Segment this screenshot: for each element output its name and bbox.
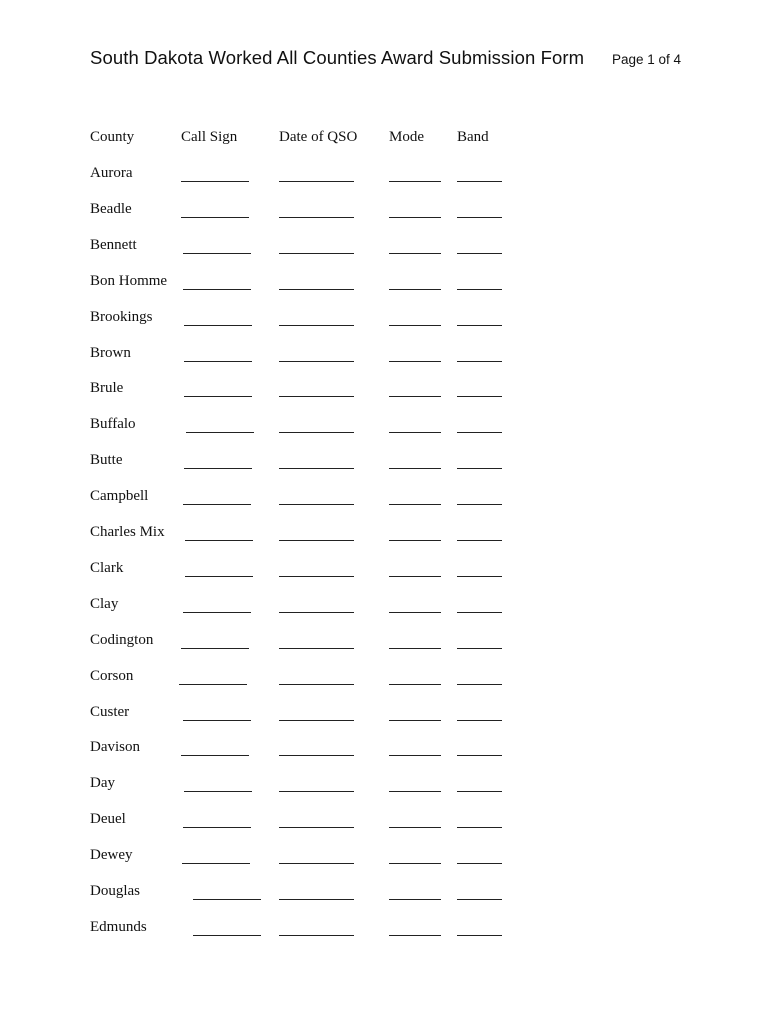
county-row [0, 452, 770, 488]
form-title: South Dakota Worked All Counties Award Submission Form [90, 47, 585, 68]
band-blank[interactable] [457, 791, 502, 792]
date-of-qso-blank[interactable] [279, 612, 354, 613]
date-of-qso-blank[interactable] [279, 935, 354, 936]
column-header-date-of-qso: Date of QSO [279, 129, 358, 145]
call-sign-blank[interactable] [184, 791, 252, 792]
county-row [0, 237, 770, 273]
county-name: Bon Homme [90, 272, 168, 289]
mode-blank[interactable] [389, 827, 441, 828]
mode-blank[interactable] [389, 253, 441, 254]
date-of-qso-blank[interactable] [279, 863, 354, 864]
band-blank[interactable] [457, 540, 502, 541]
mode-blank[interactable] [389, 791, 441, 792]
county-row [0, 560, 770, 596]
county-row [0, 380, 770, 416]
county-name: Davison [90, 739, 140, 756]
county-name: Clay [90, 595, 119, 612]
mode-blank[interactable] [389, 468, 441, 469]
mode-blank[interactable] [389, 684, 441, 685]
date-of-qso-blank[interactable] [279, 504, 354, 505]
date-of-qso-blank[interactable] [279, 827, 354, 828]
county-name: Beadle [90, 200, 132, 217]
band-blank[interactable] [457, 504, 502, 505]
county-name: Custer [90, 703, 130, 720]
band-blank[interactable] [457, 863, 502, 864]
band-blank[interactable] [457, 648, 502, 649]
mode-blank[interactable] [389, 289, 441, 290]
band-blank[interactable] [457, 720, 502, 721]
county-row [0, 739, 770, 775]
county-name: Butte [90, 452, 123, 469]
county-name: Corson [90, 667, 134, 684]
band-blank[interactable] [457, 181, 502, 182]
mode-blank[interactable] [389, 648, 441, 649]
county-name: Deuel [90, 811, 126, 828]
call-sign-blank[interactable] [184, 396, 252, 397]
county-name: Aurora [90, 165, 133, 181]
mode-blank[interactable] [389, 432, 441, 433]
call-sign-blank[interactable] [184, 361, 252, 362]
date-of-qso-blank[interactable] [279, 468, 354, 469]
county-name: Buffalo [90, 416, 136, 433]
mode-blank[interactable] [389, 181, 441, 182]
county-name: Clark [90, 559, 124, 576]
call-sign-blank[interactable] [183, 612, 251, 613]
mode-blank[interactable] [389, 396, 441, 397]
mode-blank[interactable] [389, 325, 441, 326]
date-of-qso-blank[interactable] [279, 540, 354, 541]
county-row [0, 416, 770, 452]
band-blank[interactable] [457, 289, 502, 290]
call-sign-blank[interactable] [183, 289, 251, 290]
call-sign-blank[interactable] [193, 899, 261, 900]
call-sign-blank[interactable] [181, 217, 249, 218]
date-of-qso-blank[interactable] [279, 289, 354, 290]
county-row [0, 704, 770, 740]
mode-blank[interactable] [389, 217, 441, 218]
county-row [0, 201, 770, 237]
county-row [0, 309, 770, 345]
mode-blank[interactable] [389, 935, 441, 936]
mode-blank[interactable] [389, 540, 441, 541]
date-of-qso-blank[interactable] [279, 791, 354, 792]
date-of-qso-blank[interactable] [279, 396, 354, 397]
call-sign-blank[interactable] [183, 720, 251, 721]
band-blank[interactable] [457, 612, 502, 613]
county-name: Codington [90, 631, 154, 648]
county-name: Charles Mix [90, 524, 165, 540]
call-sign-blank[interactable] [181, 648, 249, 649]
date-of-qso-blank[interactable] [279, 181, 354, 182]
county-name: Day [90, 775, 115, 792]
county-row [0, 775, 770, 811]
mode-blank[interactable] [389, 899, 441, 900]
call-sign-blank[interactable] [183, 253, 251, 254]
band-blank[interactable] [457, 361, 502, 362]
date-of-qso-blank[interactable] [279, 361, 354, 362]
call-sign-blank[interactable] [186, 432, 254, 433]
call-sign-blank[interactable] [181, 181, 249, 182]
mode-blank[interactable] [389, 612, 441, 613]
column-header-call-sign: Call Sign [181, 129, 238, 145]
date-of-qso-blank[interactable] [279, 684, 354, 685]
date-of-qso-blank[interactable] [279, 432, 354, 433]
band-blank[interactable] [457, 755, 502, 756]
county-row [0, 668, 770, 704]
band-blank[interactable] [457, 684, 502, 685]
county-row [0, 811, 770, 847]
call-sign-blank[interactable] [183, 504, 251, 505]
call-sign-blank[interactable] [184, 468, 252, 469]
county-name: Douglas [90, 883, 140, 899]
band-blank[interactable] [457, 935, 502, 936]
county-name: Brown [90, 344, 131, 361]
county-row [0, 345, 770, 381]
call-sign-blank[interactable] [179, 684, 247, 685]
date-of-qso-blank[interactable] [279, 576, 354, 577]
county-name: Brookings [90, 308, 153, 325]
call-sign-blank[interactable] [183, 827, 251, 828]
county-row [0, 596, 770, 632]
call-sign-blank[interactable] [184, 325, 252, 326]
page-number: Page 1 of 4 [612, 52, 682, 67]
date-of-qso-blank[interactable] [279, 325, 354, 326]
band-blank[interactable] [457, 325, 502, 326]
column-header-band: Band [457, 129, 489, 145]
county-name: Brule [90, 380, 124, 397]
call-sign-blank[interactable] [181, 755, 249, 756]
county-row [0, 919, 770, 955]
date-of-qso-blank[interactable] [279, 755, 354, 756]
call-sign-blank[interactable] [185, 540, 253, 541]
date-of-qso-blank[interactable] [279, 720, 354, 721]
call-sign-blank[interactable] [185, 576, 253, 577]
column-header-mode: Mode [389, 129, 424, 145]
band-blank[interactable] [457, 396, 502, 397]
band-blank[interactable] [457, 217, 502, 218]
county-name: Edmunds [90, 918, 147, 935]
county-name: Bennett [90, 236, 137, 253]
mode-blank[interactable] [389, 576, 441, 577]
county-row [0, 847, 770, 883]
date-of-qso-blank[interactable] [279, 648, 354, 649]
county-row [0, 488, 770, 524]
band-blank[interactable] [457, 468, 502, 469]
mode-blank[interactable] [389, 720, 441, 721]
call-sign-blank[interactable] [182, 863, 250, 864]
mode-blank[interactable] [389, 361, 441, 362]
date-of-qso-blank[interactable] [279, 253, 354, 254]
county-row [0, 632, 770, 668]
band-blank[interactable] [457, 827, 502, 828]
county-row [0, 524, 770, 560]
band-blank[interactable] [457, 576, 502, 577]
county-row [0, 273, 770, 309]
mode-blank[interactable] [389, 755, 441, 756]
band-blank[interactable] [457, 432, 502, 433]
band-blank[interactable] [457, 253, 502, 254]
county-row [0, 165, 770, 201]
column-header-county: County [90, 129, 135, 145]
mode-blank[interactable] [389, 504, 441, 505]
county-row [0, 883, 770, 919]
county-name: Dewey [90, 847, 133, 864]
call-sign-blank[interactable] [193, 935, 261, 936]
mode-blank[interactable] [389, 863, 441, 864]
band-blank[interactable] [457, 899, 502, 900]
date-of-qso-blank[interactable] [279, 899, 354, 900]
date-of-qso-blank[interactable] [279, 217, 354, 218]
county-name: Campbell [90, 488, 149, 505]
